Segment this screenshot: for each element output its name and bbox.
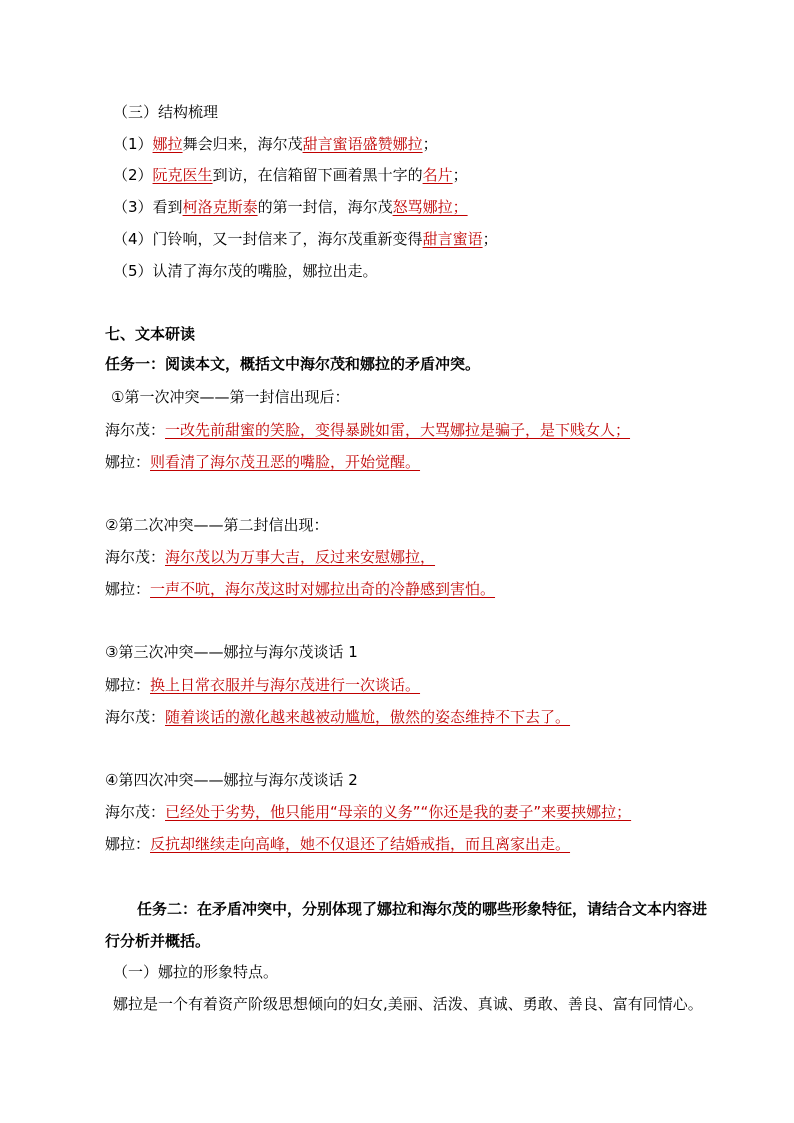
section-title: 七、文本研读 [105, 325, 196, 343]
item-text: 舞会归来，海尔茂 [182, 135, 303, 153]
conflict-line [105, 452, 420, 472]
answer-blank: 柯洛克斯泰 [182, 198, 258, 216]
answer-blank: 随着谈话的激化越来越被动尴尬，傲然的姿态维持不下去了。 [165, 708, 571, 726]
speaker: 海尔茂： [105, 708, 166, 726]
speaker: 娜拉： [105, 676, 151, 694]
item-text: 认清了海尔茂的嘴脸，娜拉出走。 [152, 262, 378, 280]
answer-blank: 娜拉 [152, 135, 183, 153]
answer-blank: 阮克医生 [152, 166, 213, 184]
task1-prompt: 任务一：阅读本文，概括文中海尔茂和娜拉的矛盾冲突。 [105, 355, 481, 373]
item-text: ； [422, 135, 438, 153]
speaker: 娜拉： [105, 453, 151, 471]
answer-blank: 海尔茂以为万事大吉，反过来安慰娜拉， [165, 548, 436, 566]
speaker: 娜拉： [105, 835, 151, 853]
item-prefix: （4） [113, 230, 153, 248]
conflict-title: ④第四次冲突——娜拉与海尔茂谈话 2 [105, 771, 358, 789]
answer-blank: 一声不吭，海尔茂这时对娜拉出奇的冷静感到害怕。 [150, 580, 496, 598]
conflict-line [105, 420, 630, 440]
item-prefix: （2） [113, 166, 153, 184]
item-text: 的第一封信，海尔茂 [257, 198, 393, 216]
nora-description: 娜拉是一个有着资产阶级思想倾向的妇女,美丽、活泼、真诚、勇敢、善良、富有同情心。 [113, 995, 703, 1013]
structure-item-4 [113, 229, 498, 249]
answer-blank: 甜言蜜语 [422, 230, 483, 248]
answer-blank: 反抗却继续走向高峰，她不仅退还了结婚戒指，而且离家出走。 [150, 835, 571, 853]
speaker: 海尔茂： [105, 803, 166, 821]
speaker: 娜拉： [105, 580, 151, 598]
item-text: 看到 [152, 198, 183, 216]
speaker: 海尔茂： [105, 421, 166, 439]
structure-item-3 [113, 197, 468, 217]
conflict-line [105, 834, 570, 854]
answer-blank: 甜言蜜语盛赞娜拉 [302, 135, 423, 153]
conflict-title: ②第二次冲突——第二封信出现： [105, 516, 329, 534]
conflict-line [105, 675, 420, 695]
item-text: ； [452, 166, 468, 184]
structure-item-5 [113, 261, 378, 281]
answer-blank: 一改先前甜蜜的笑脸，变得暴跳如雷，大骂娜拉是骗子，是下贱女人； [165, 421, 631, 439]
conflict-line [105, 579, 495, 599]
conflict-title: ①第一次冲突——第一封信出现后： [111, 388, 350, 406]
answer-blank: 换上日常衣服并与海尔茂进行一次谈话。 [150, 676, 421, 694]
item-text: ； [482, 230, 498, 248]
task2-prompt-line2: 行分析并概括。 [105, 932, 211, 950]
item-prefix: （5） [113, 262, 153, 280]
item-prefix: （3） [113, 198, 153, 216]
structure-heading: （三）结构梳理 [113, 103, 219, 121]
item-text: 门铃响，又一封信来了，海尔茂重新变得 [152, 230, 423, 248]
answer-blank: 已经处于劣势，他只能用“母亲的义务”“你还是我的妻子”来要挟娜拉； [165, 803, 632, 821]
task2-prompt-line1: 任务二：在矛盾冲突中，分别体现了娜拉和海尔茂的哪些形象特征，请结合文本内容进 [137, 900, 708, 918]
conflict-line [105, 802, 631, 822]
subheading-nora-traits: （一）娜拉的形象特点。 [113, 963, 279, 981]
conflict-title: ③第三次冲突——娜拉与海尔茂谈话 1 [105, 643, 358, 661]
answer-blank: 名片 [422, 166, 453, 184]
item-prefix: （1） [113, 135, 153, 153]
item-text: 到访，在信箱留下画着黑十字的 [212, 166, 423, 184]
structure-item-1 [113, 134, 438, 154]
conflict-line [105, 547, 435, 567]
structure-item-2 [113, 165, 468, 185]
speaker: 海尔茂： [105, 548, 166, 566]
answer-blank: 怒骂娜拉； [392, 198, 468, 216]
answer-blank: 则看清了海尔茂丑恶的嘴脸，开始觉醒。 [150, 453, 421, 471]
conflict-line [105, 707, 570, 727]
